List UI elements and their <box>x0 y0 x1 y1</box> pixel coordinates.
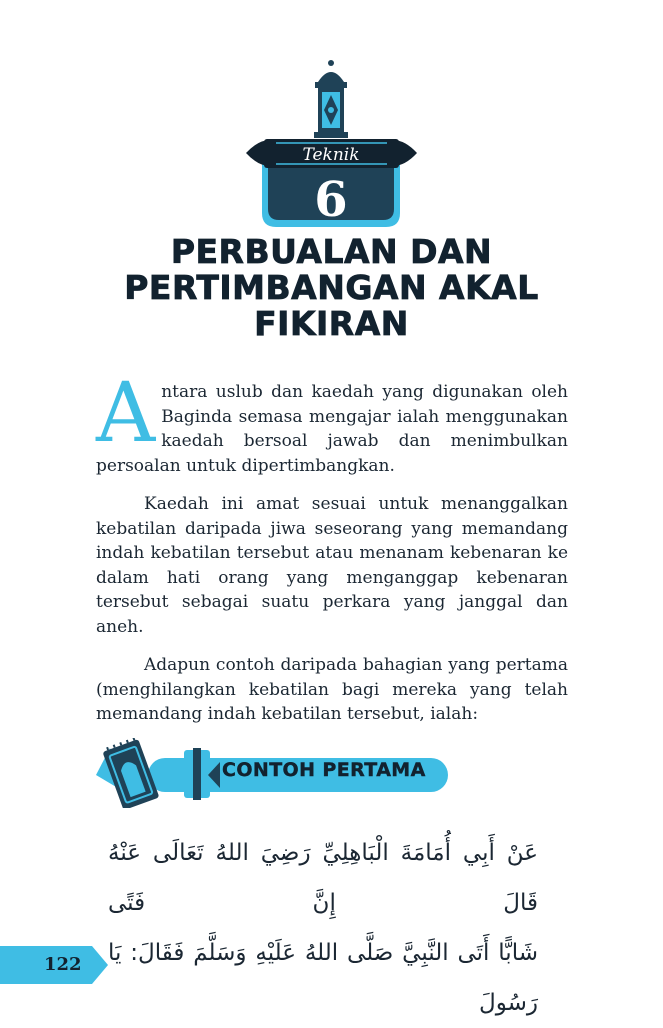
section-title: CONTOH PERTAMA <box>222 759 426 781</box>
drop-cap: A <box>96 366 156 461</box>
chapter-header-ornament <box>0 0 663 240</box>
paragraph: Adapun contoh daripada bahagian yang pertama (menghilangkan kebatilan bagi mereka yang telah memandang indah kebatilan tersebut, ialah: <box>96 655 568 724</box>
intro-paragraph <box>96 366 568 478</box>
chapter-title-line: PERBUALAN DAN <box>170 232 493 271</box>
technique-number: 6 <box>314 172 348 228</box>
technique-label: Teknik <box>302 145 360 165</box>
arabic-line: شَابًّا أَتَى النَّبِيَّ صَلَّى اللهُ عَلَيْهِ وَسَلَّمَ فَقَالَ: يَا رَسُولَ <box>108 940 538 1016</box>
arabic-hadith-text <box>108 828 538 1028</box>
page-number: 122 <box>44 954 82 975</box>
chapter-title-line: FIKIRAN <box>254 304 409 343</box>
chapter-title-line: PERTIMBANGAN AKAL <box>124 268 539 307</box>
body-text <box>96 366 568 741</box>
scroll-banner <box>246 139 417 168</box>
paragraph: Kaedah ini amat sesuai untuk menanggalkan kebatilan daripada jiwa seseorang yang memandang indah kebatilan tersebut atau menanam kebenaran ke dalam hati orang yang menganggap kebenaran tersebut sebagai suatu perkara yang janggal dan aneh. <box>96 494 568 637</box>
arabic-line: عَنْ أَبِي أُمَامَةَ الْبَاهِلِيِّ رَضِيَ اللهُ تَعَالَى عَنْهُ قَالَ إِنَّ فَتًى <box>108 840 538 916</box>
chapter-title <box>60 234 603 342</box>
intro-paragraph-text: ntara uslub dan kaedah yang digunakan oleh Baginda semasa mengajar ialah menggunakan kaedah bersoal jawab dan menimbulkan persoalan untuk dipertimbangkan. <box>96 382 568 476</box>
prayer-mat-icon <box>96 738 159 808</box>
lantern-icon <box>314 60 348 138</box>
